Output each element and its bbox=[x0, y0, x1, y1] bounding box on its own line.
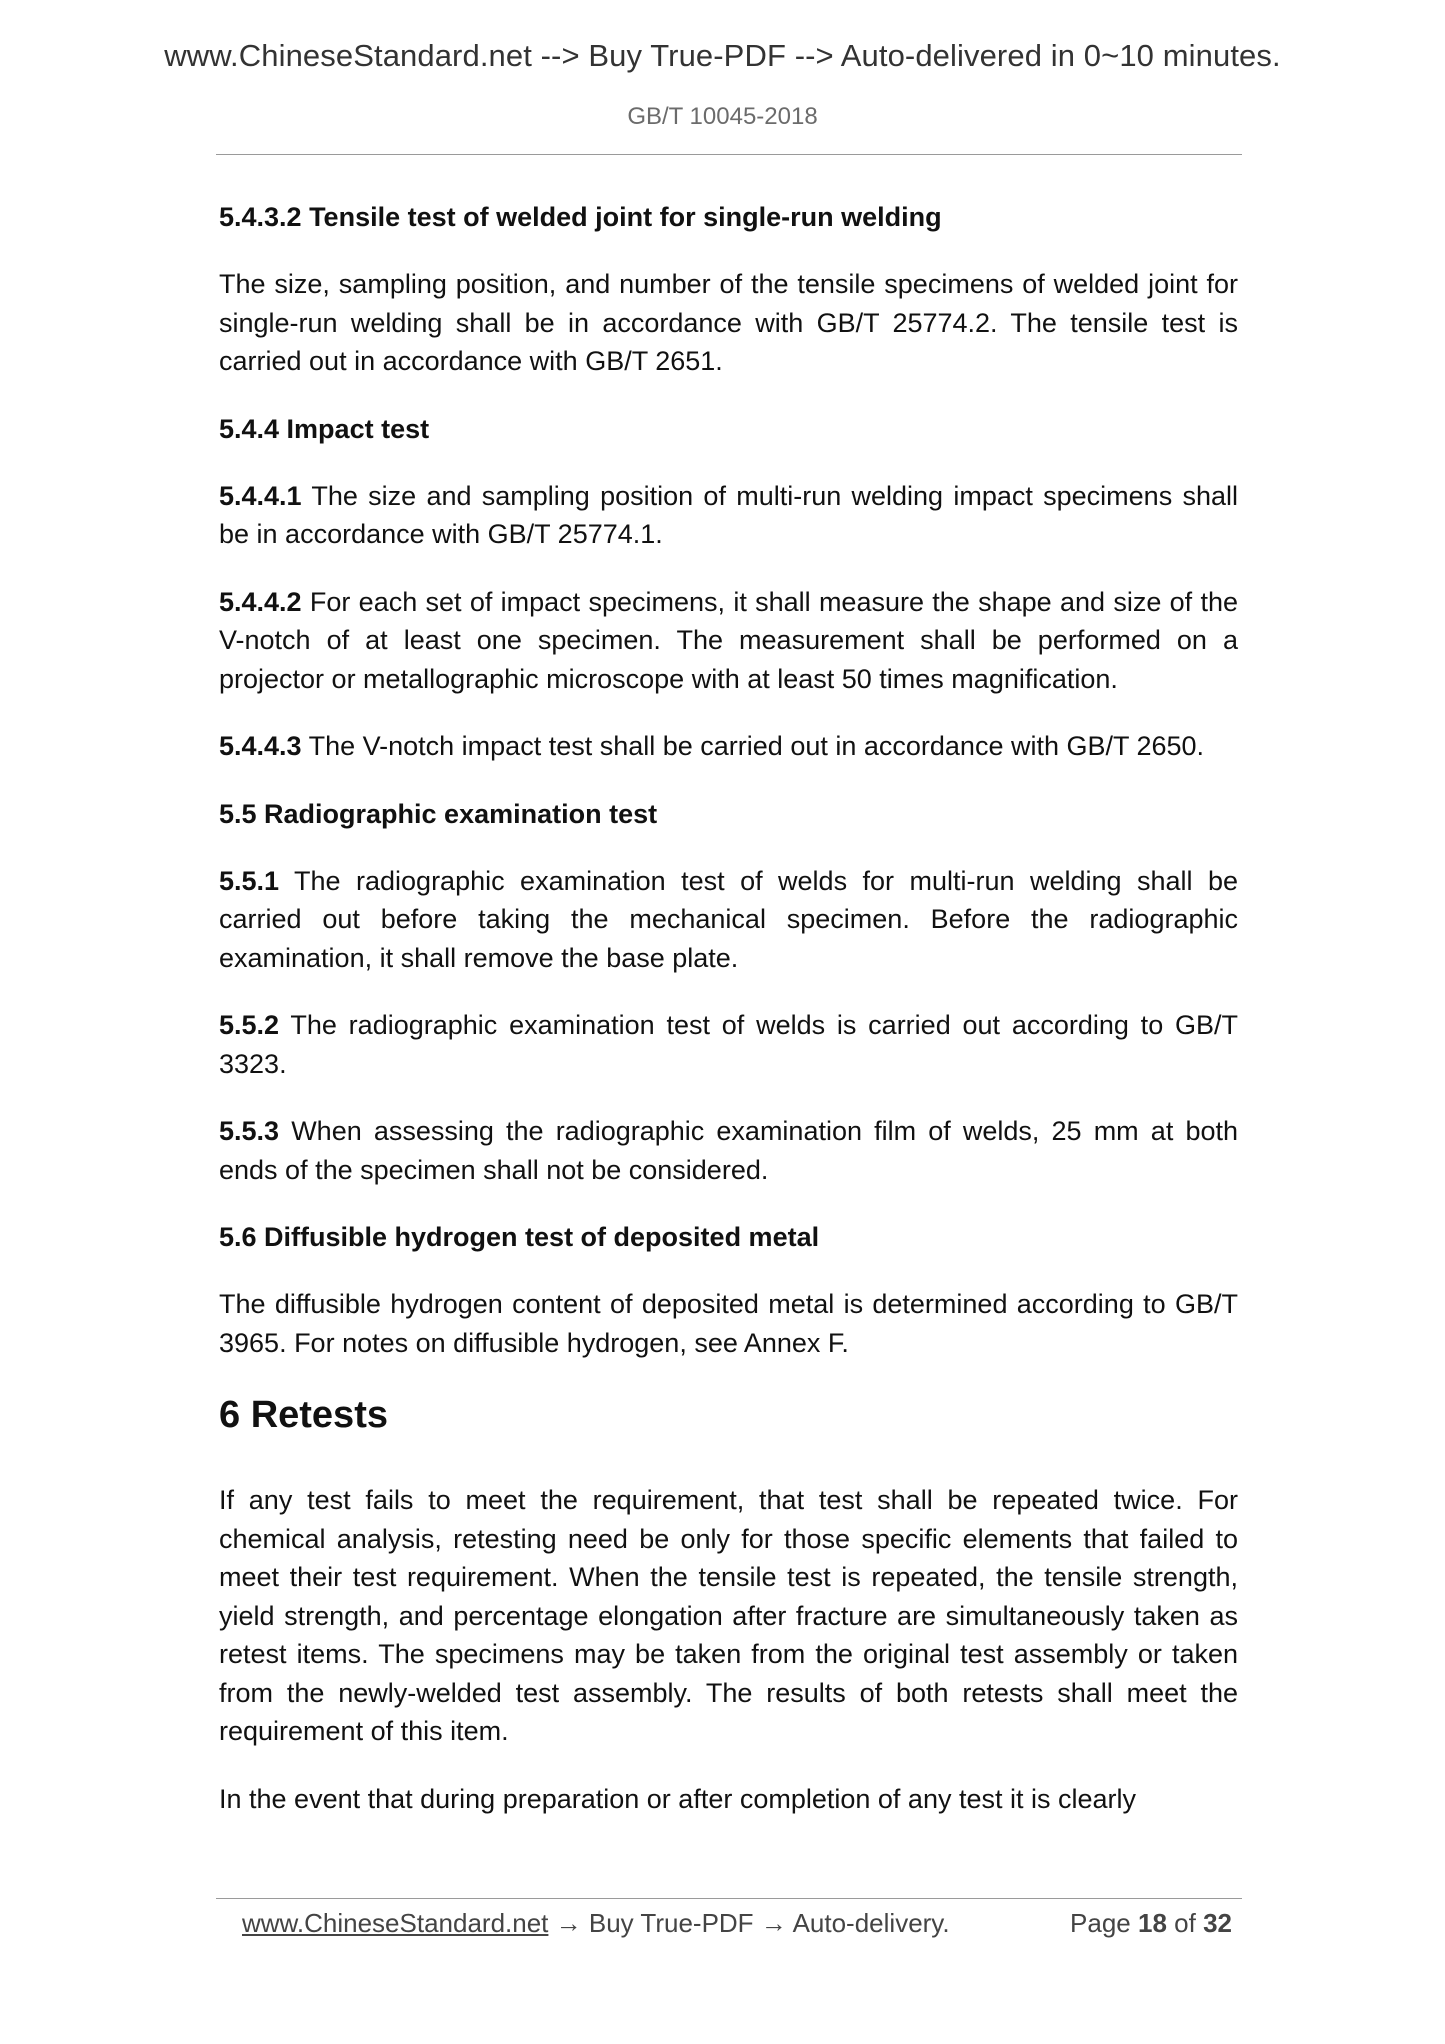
footer-promo bbox=[242, 1908, 950, 1939]
footer-tagline: → Buy True-PDF → Auto-delivery. bbox=[548, 1908, 950, 1938]
paragraph-5-6: The diffusible hydrogen content of deposited metal is determined according to GB/T 3965. For notes on diffusible hydrogen, see Annex F. bbox=[219, 1289, 1238, 1358]
paragraph-5-4-3-2: The size, sampling position, and number of the tensile specimens of welded joint for single-run welding shall be in accordance with GB/T 25774.2. The tensile test is carried out in accordance with GB/T 2651. bbox=[219, 269, 1238, 376]
clause-text: When assessing the radiographic examination film of welds, 25 mm at both ends of the specimen shall not be considered. bbox=[219, 1116, 1238, 1185]
top-banner: www.ChineseStandard.net --> Buy True-PDF --> Auto-delivered in 0~10 minutes. bbox=[164, 38, 1281, 73]
paragraph-5-5-1 bbox=[219, 862, 1238, 978]
clause-text: The V-notch impact test shall be carried out in accordance with GB/T 2650. bbox=[301, 731, 1205, 761]
clause-text: For each set of impact specimens, it shall measure the shape and size of the V-notch of at least one specimen. The measurement shall be performed on a projector or metallographic microscope with at least 50 times magnification. bbox=[219, 586, 1238, 694]
footer-link[interactable]: www.ChineseStandard.net bbox=[242, 1908, 549, 1938]
clause-number: 5.4.4.3 bbox=[219, 731, 302, 761]
heading-5-5: 5.5 Radiographic examination test bbox=[219, 798, 658, 829]
paragraph-5-5-2 bbox=[219, 1006, 1238, 1083]
heading-5-4-3-2: 5.4.3.2 Tensile test of welded joint for single-run welding bbox=[219, 202, 942, 232]
clause-text: The radiographic examination test of welds for multi-run welding shall be carried out before taking the mechanical specimen. Before the radiographic examination, it shall remove the base plate. bbox=[219, 865, 1238, 973]
paragraph-5-4-4-2 bbox=[219, 583, 1238, 699]
paragraph-5-4-4-3 bbox=[219, 727, 1238, 766]
clause-number: 5.5.3 bbox=[219, 1116, 280, 1146]
of-label: of bbox=[1174, 1908, 1196, 1938]
page-indicator bbox=[1070, 1908, 1232, 1939]
page-body bbox=[219, 198, 1238, 1847]
footer-divider bbox=[216, 1898, 1242, 1899]
paragraph-6-2: In the event that during preparation or after completion of any test it is clearly bbox=[219, 1783, 1136, 1814]
page-total: 32 bbox=[1203, 1908, 1232, 1938]
header-divider bbox=[216, 154, 1242, 155]
heading-5-4-4: 5.4.4 Impact test bbox=[219, 413, 430, 444]
standard-code: GB/T 10045-2018 bbox=[627, 103, 818, 130]
chapter-heading-6: 6 Retests bbox=[219, 1394, 388, 1436]
clause-number: 5.5.1 bbox=[219, 865, 280, 896]
clause-text: The radiographic examination test of welds is carried out according to GB/T 3323. bbox=[219, 1010, 1238, 1079]
clause-number: 5.5.2 bbox=[219, 1010, 280, 1040]
clause-number: 5.4.4.2 bbox=[219, 586, 302, 617]
paragraph-6-1: If any test fails to meet the requirement, that test shall be repeated twice. For chemical analysis, retesting need be only for those specific elements that failed to meet their test requirement. When the tensile test is repeated, the tensile strength, yield strength, and percentage elongation after fracture are simultaneously taken as retest items. The specimens may be taken from the original test assembly or taken from the newly-welded test assembly. The results of both retests shall meet the requirement of this item. bbox=[219, 1485, 1238, 1746]
page-number: 18 bbox=[1138, 1908, 1167, 1938]
page-label: Page bbox=[1070, 1908, 1131, 1938]
clause-number: 5.4.4.1 bbox=[219, 480, 302, 511]
paragraph-5-4-4-1 bbox=[219, 477, 1238, 554]
heading-5-6: 5.6 Diffusible hydrogen test of deposited metal bbox=[219, 1222, 820, 1252]
clause-text: The size and sampling position of multi-run welding impact specimens shall be in accordance with GB/T 25774.1. bbox=[219, 480, 1238, 549]
paragraph-5-5-3 bbox=[219, 1112, 1238, 1189]
